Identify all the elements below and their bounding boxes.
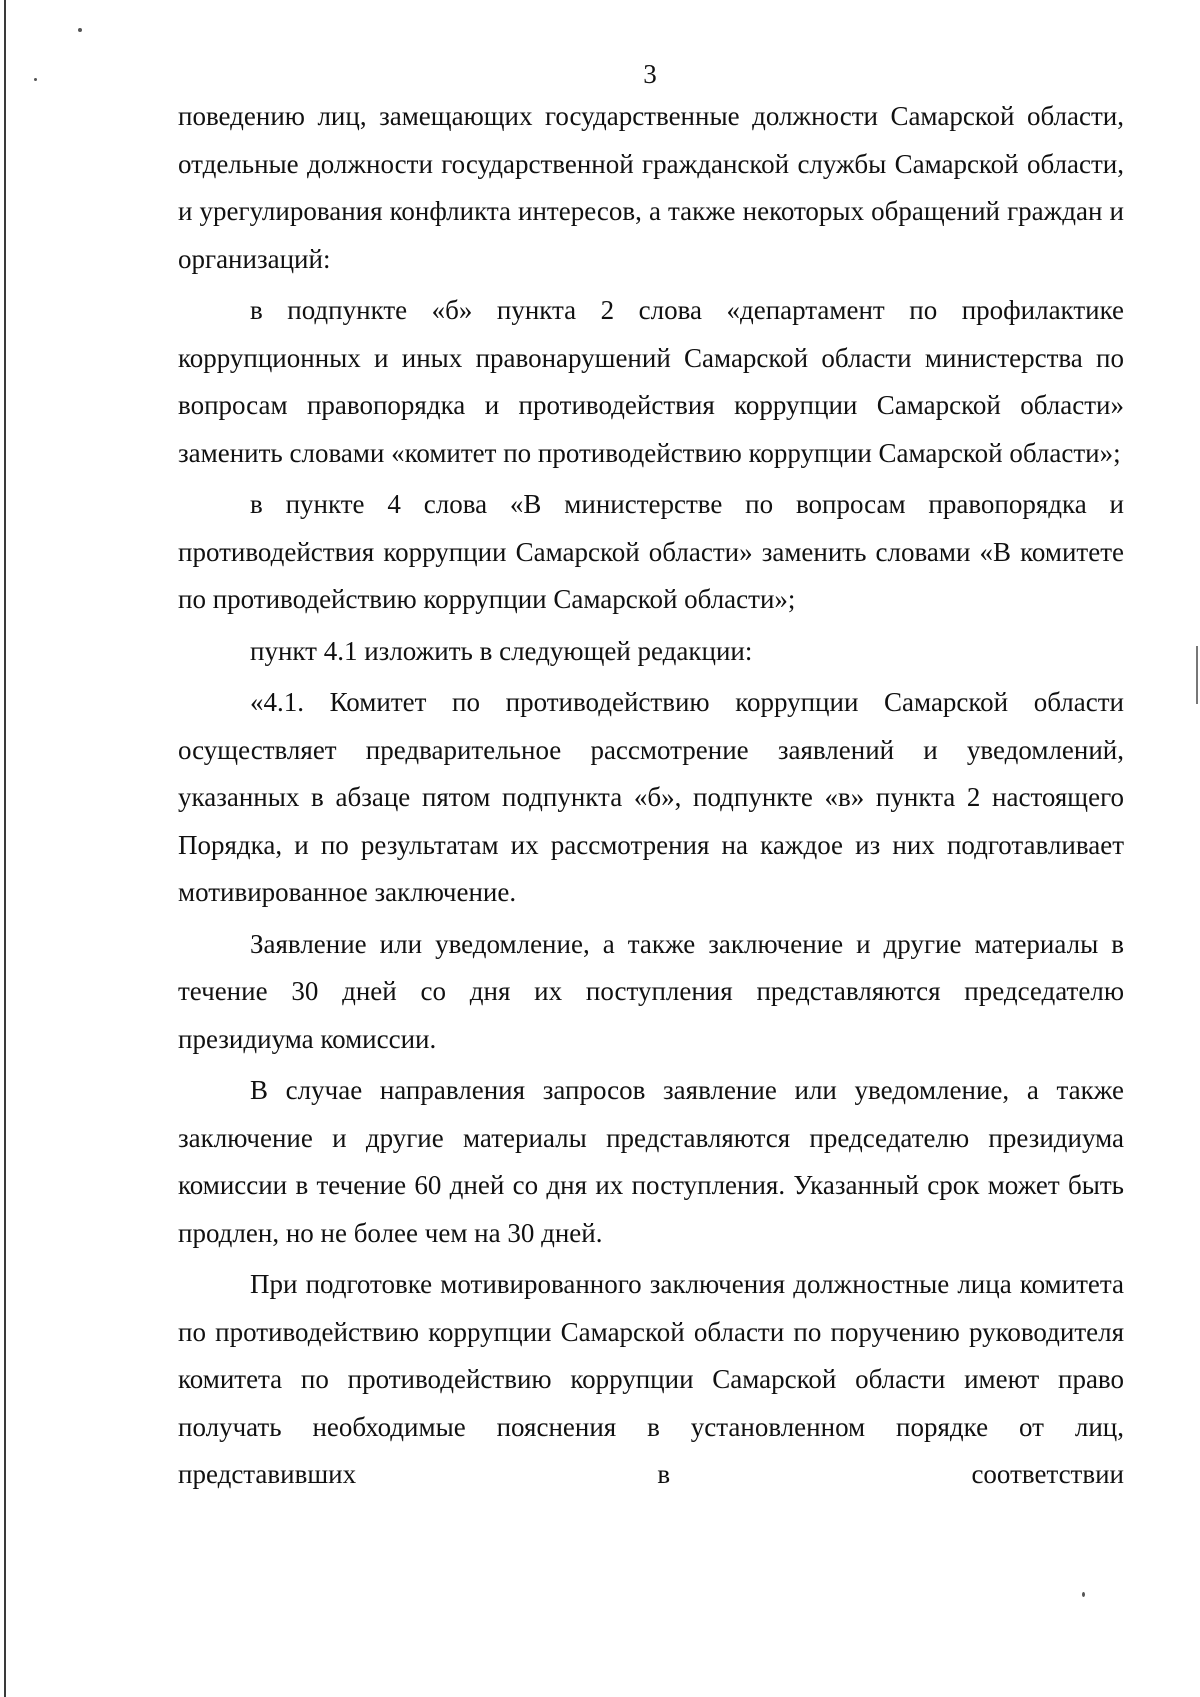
page-number: 3 (643, 59, 657, 89)
paragraph: В случае направления запросов заявление или уведомление, а также заключение и другие материалы представляются председателю президиума комиссии в течение 60 дней со дня их поступления. Указанный срок может быть продлен, но не более чем на 30 дней. (178, 1075, 1124, 1248)
document-body (178, 93, 1124, 1503)
paragraph: «4.1. Комитет по противодействию коррупции Самарской области осуществляет предварительное рассмотрение заявлений и уведомлений, указанных в абзаце пятом подпункта «б», подпункте «в» пункта 2 настоящего Порядка, и по результатам их рассмотрения на каждое из них подготавливает мотивированное заключение. (178, 687, 1124, 907)
paragraph: поведению лиц, замещающих государственные должности Самарской области, отдельные должности государственной гражданской службы Самарской области, и урегулирования конфликта интересов, а также некоторых обращений граждан и организаций: (178, 101, 1124, 274)
paragraph: в подпункте «б» пункта 2 слова «департамент по профилактике коррупционных и иных правонарушений Самарской области министерства по вопросам правопорядка и противодействия коррупции Самарской области» заменить словами «комитет по противодействию коррупции Самарской области»; (178, 295, 1124, 468)
scan-speck (78, 28, 82, 32)
paragraph: в пункте 4 слова «В министерстве по вопросам правопорядка и противодействия коррупции Самарской области» заменить словами «В комитете по противодействию коррупции Самарской области»; (178, 489, 1124, 614)
paragraph: Заявление или уведомление, а также заключение и другие материалы в течение 30 дней со дня их поступления представляются председателю президиума комиссии. (178, 928, 1124, 1054)
scan-speck (1082, 1592, 1085, 1597)
paragraph: пункт 4.1 изложить в следующей редакции: (250, 635, 753, 666)
paragraph: При подготовке мотивированного заключения должностные лица комитета по противодействию коррупции Самарской области по поручению руководителя комитета по противодействию коррупции Самарской области имеют право получать необходимые пояснения в установленном порядке от лиц, представивших в соответствии (178, 1269, 1124, 1489)
scan-right-mark (1196, 646, 1198, 704)
scan-left-edge (4, 0, 6, 1697)
